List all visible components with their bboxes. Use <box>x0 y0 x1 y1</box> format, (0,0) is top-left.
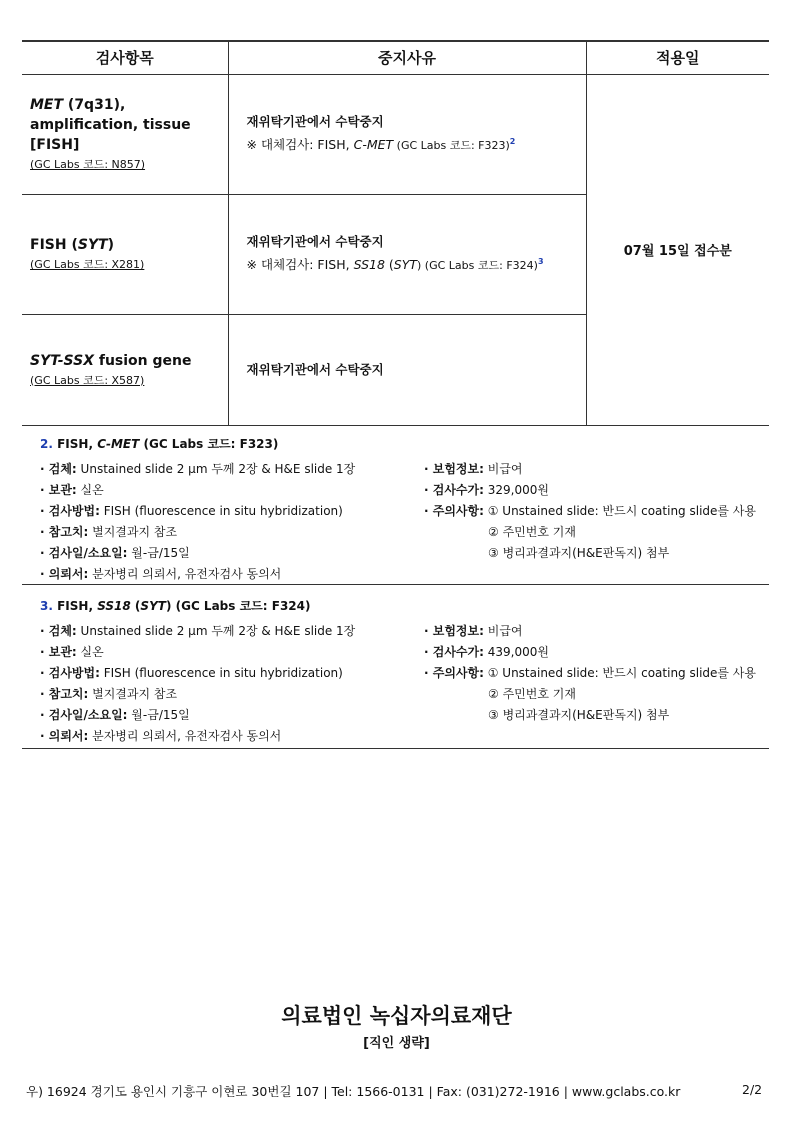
test-item-cell <box>22 74 228 194</box>
note-line: · 참고치: 별지결과지 참조 <box>40 687 178 701</box>
table-row <box>22 74 769 194</box>
apply-date-cell: 07월 15일 접수분 <box>586 74 769 425</box>
alternative-test: ※ 대체검사: FISH, C-MET (GC Labs 코드: F323)$^2$ <box>246 136 516 153</box>
note-title: 3. FISH, SS18 (SYT) (GC Labs 코드: F324) <box>40 599 311 613</box>
note-details-right <box>424 621 756 726</box>
organization-name: 의료법인 녹십자의료재단 <box>281 1004 512 1028</box>
note-line: · 검사일/소요일: 월-금/15일 <box>40 708 190 722</box>
table-header-row <box>22 41 769 74</box>
page-number: 2/2 <box>742 1082 763 1097</box>
note-line: ③ 병리과결과지(H&E판독지) 첨부 <box>488 546 670 560</box>
test-item-cell <box>22 314 228 425</box>
header-apply-date: 적용일 <box>586 41 769 74</box>
note-line: · 주의사항: ① Unstained slide: 반드시 coating slide를 사용 <box>424 666 756 680</box>
note-line: · 검사일/소요일: 월-금/15일 <box>40 546 190 560</box>
footnote-2 <box>22 426 769 585</box>
note-line: · 참고치: 별지결과지 참조 <box>40 525 178 539</box>
test-name: SYT-SSX fusion gene <box>30 352 192 369</box>
note-line: · 검사수가: 329,000원 <box>424 483 549 497</box>
footer-contact: 우) 16924 경기도 용인시 기흥구 이현로 30번길 107 | Tel: 1566-0131 | Fax: (031)272-1916 | www.gclabs.co.kr <box>26 1084 681 1099</box>
header-stop-reason: 중지사유 <box>228 41 586 74</box>
test-code: (GC Labs 코드: X281) <box>30 258 145 271</box>
note-line: · 검체: Unstained slide 2 μm 두께 2장 & H&E slide 1장 <box>40 462 356 476</box>
stop-reason: 재위탁기관에서 수탁중지 <box>246 113 384 129</box>
test-name: FISH (SYT) <box>30 237 115 253</box>
seal-omitted-note: [직인 생략] <box>363 1036 430 1051</box>
note-details-left <box>40 621 355 747</box>
note-line: · 의뢰서: 분자병리 의뢰서, 유전자검사 동의서 <box>40 729 282 743</box>
note-line: ③ 병리과결과지(H&E판독지) 첨부 <box>488 708 670 722</box>
note-line: · 검사방법: FISH (fluorescence in situ hybridization) <box>40 666 343 680</box>
note-line: · 보관: 실온 <box>40 645 104 659</box>
note-line: · 보관: 실온 <box>40 483 104 497</box>
stop-reason-cell <box>228 74 586 194</box>
stop-reason: 재위탁기관에서 수탁중지 <box>246 233 384 249</box>
discontinued-tests-table <box>22 40 769 426</box>
footnote-3 <box>22 588 769 749</box>
footnote-ref: 2 <box>509 136 516 146</box>
note-line: · 검체: Unstained slide 2 μm 두께 2장 & H&E slide 1장 <box>40 624 356 638</box>
test-item-cell <box>22 194 228 314</box>
stop-reason: 재위탁기관에서 수탁중지 <box>246 361 384 377</box>
note-title: 2. FISH, C-MET (GC Labs 코드: F323) <box>40 437 279 451</box>
test-code: (GC Labs 코드: X587) <box>30 373 145 387</box>
note-line: ② 주민번호 기재 <box>488 687 576 701</box>
footnote-ref: 3 <box>537 256 544 266</box>
note-details-right <box>424 459 756 564</box>
note-line: · 보험정보: 비급여 <box>424 624 523 638</box>
header-test-item: 검사항목 <box>22 41 228 74</box>
note-line: · 주의사항: ① Unstained slide: 반드시 coating slide를 사용 <box>424 504 756 518</box>
note-line: · 의뢰서: 분자병리 의뢰서, 유전자검사 동의서 <box>40 567 282 581</box>
note-line: · 검사수가: 439,000원 <box>424 645 549 659</box>
note-details-left <box>40 459 355 585</box>
alternative-test: ※ 대체검사: FISH, SS18 (SYT) (GC Labs 코드: F324)$^3$ <box>246 256 544 273</box>
stop-reason-cell <box>228 314 586 425</box>
test-name: MET (7q31), amplification, tissue [FISH] <box>30 97 191 153</box>
stop-reason-cell <box>228 194 586 314</box>
note-line: · 보험정보: 비급여 <box>424 462 523 476</box>
note-line: · 검사방법: FISH (fluorescence in situ hybridization) <box>40 504 343 518</box>
test-code: (GC Labs 코드: N857) <box>30 158 146 171</box>
note-line: ② 주민번호 기재 <box>488 525 576 539</box>
